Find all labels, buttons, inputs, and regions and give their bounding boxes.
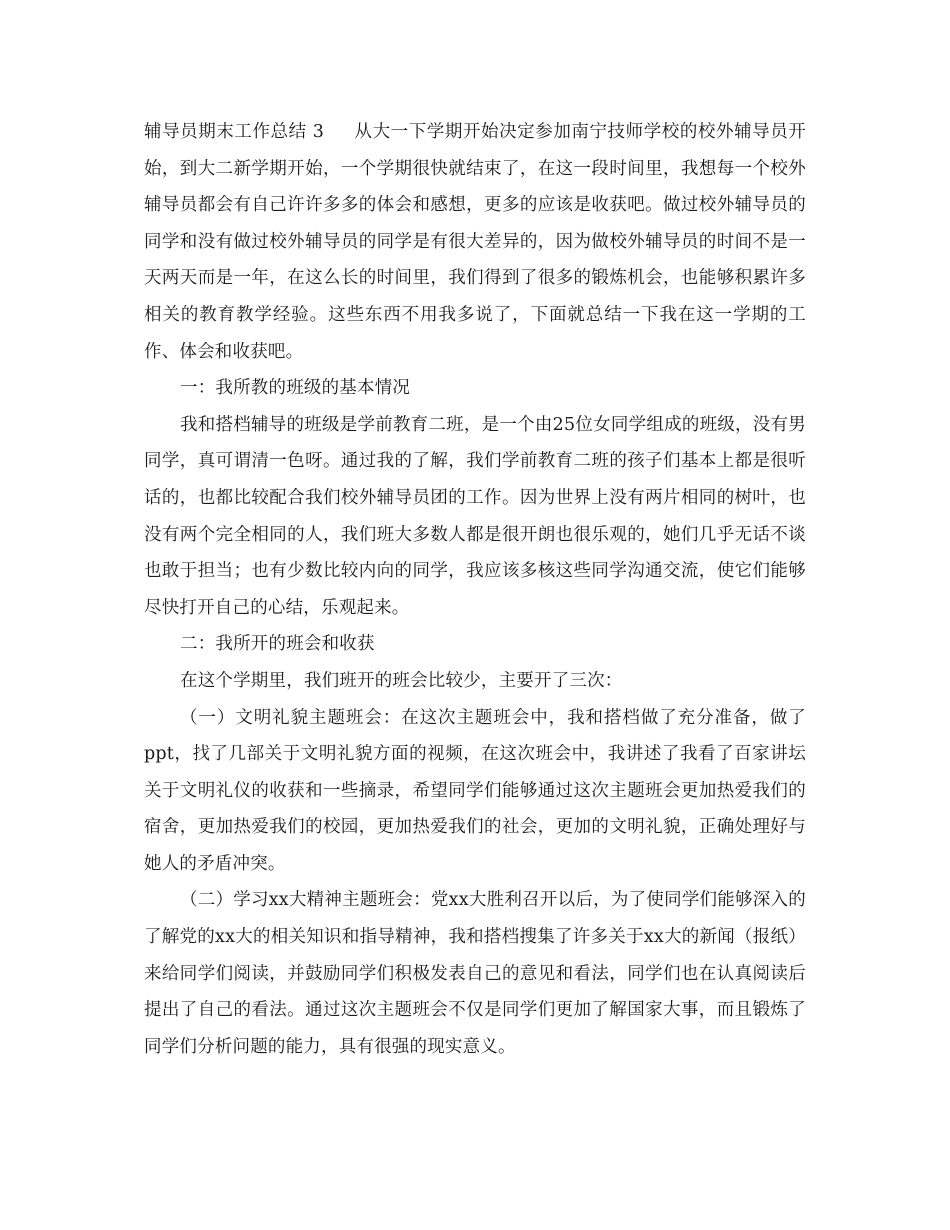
document-body [144,114,806,1065]
intro-text: 从大一下学期开始决定参加南宁技师学校的校外辅导员开始，到大二新学期开始，一个学期很快就结束了，在这一段时间里，我想每一个校外辅导员都会有自己许许多多的体会和感想，更多的应该是收获吧。做过校外辅导员的同学和没有做过校外辅导员的同学是有很大差异的，因为做校外辅导员的时间不是一天两天而是一年，在这么长的时间里，我们得到了很多的锻炼机会，也能够积累许多相关的教育教学经验。这些东西不用我多说了，下面就总结一下我在这一学期的工作、体会和收获吧。 [144,122,806,362]
meeting-item-2: （二）学习xx大精神主题班会：党xx大胜利召开以后，为了使同学们能够深入的了解党的xx大的相关知识和指导精神，我和搭档搜集了许多关于xx大的新闻（报纸）来给同学们阅读，并鼓励同学们积极发表自己的意见和看法，同学们也在认真阅读后提出了自己的看法。通过这次主题班会不仅是同学们更加了解国家大事，而且锻炼了同学们分析问题的能力，具有很强的现实意义。 [144,890,806,1057]
section1-body: 我和搭档辅导的班级是学前教育二班，是一个由25位女同学组成的班级，没有男同学，真可谓清一色呀。通过我的了解，我们学前教育二班的孩子们基本上都是很听话的，也都比较配合我们校外辅导员团的工作。因为世界上没有两片相同的树叶，也没有两个完全相同的人，我们班大多数人都是很开朗也很乐观的，她们几乎无话不谈也敢于担当；也有少数比较内向的同学，我应该多核这些同学沟通交流，使它们能够尽快打开自己的心结，乐观起来。 [144,414,806,618]
meeting-item-1: （一）文明礼貌主题班会：在这次主题班会中，我和搭档做了充分准备，做了ppt，找了几部关于文明礼貌方面的视频，在这次班会中，我讲述了我看了百家讲坛关于文明礼仪的收获和一些摘录，希望同学们能够通过这次主题班会更加热爱我们的宿舍，更加热爱我们的校园，更加热爱我们的社会，更加的文明礼貌，正确处理好与她人的矛盾冲突。 [144,707,806,874]
section2-heading: 二：我所开的班会和收获 [180,634,375,655]
section1-heading: 一：我所教的班级的基本情况 [180,378,411,399]
section2-intro: 在这个学期里，我们班开的班会比较少，主要开了三次： [180,670,623,691]
document-title: 辅导员期末工作总结 3 [144,122,325,142]
intro-paragraph [144,114,806,370]
